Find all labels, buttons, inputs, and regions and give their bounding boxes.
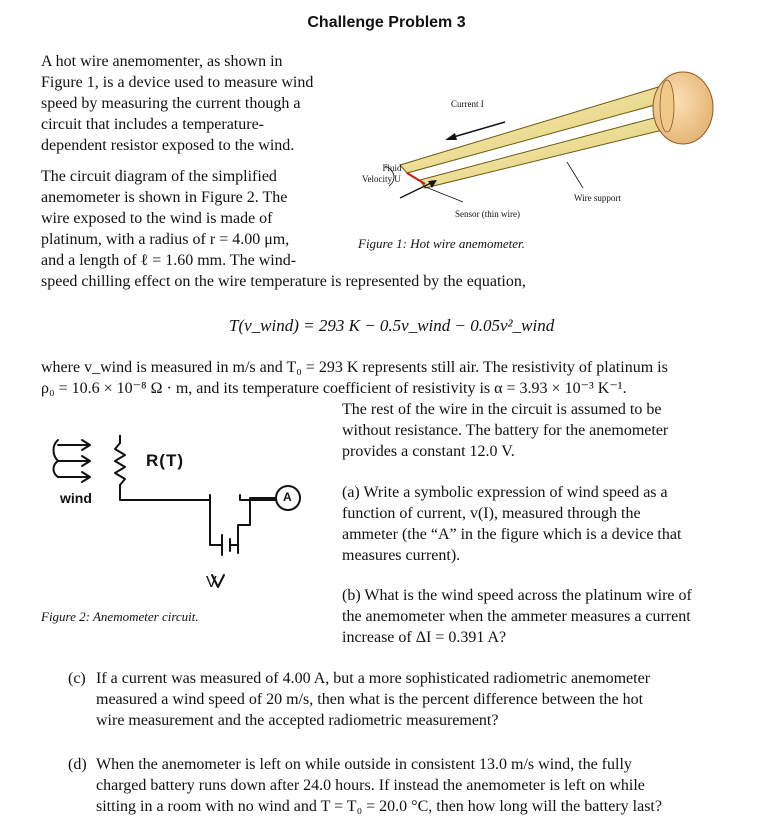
part-d: [68, 754, 758, 817]
circuit-line: wire exposed to the wind is made of: [41, 210, 273, 227]
part-c-line: wire measurement and the accepted radiometric measurement?: [96, 712, 499, 729]
wind-arrows: [54, 440, 91, 482]
figure2-caption: Figure 2: Anemometer circuit.: [41, 609, 199, 624]
where-line: where v_wind is measured in m/s and T₀ = 293 K represents still air. The resistivity of platinum is: [41, 359, 668, 376]
part-c: [68, 668, 758, 731]
wind-label: wind: [60, 490, 92, 506]
current-label: Current I: [451, 99, 484, 109]
hot-wire-anemometer-figure: [345, 70, 725, 230]
part-c-label: (c): [68, 670, 86, 687]
circuit-line: platinum, with a radius of r = 4.00 μm,: [41, 231, 290, 248]
sensor-label: Sensor (thin wire): [455, 209, 520, 219]
part-b-line: (b) What is the wind speed across the platinum wire of: [342, 587, 692, 604]
velocity-label: Velocity U: [362, 174, 401, 184]
circuit-line: The circuit diagram of the simplified: [41, 168, 277, 185]
part-d-line: charged battery runs down after 24.0 hours. If instead the anemometer is left on while: [96, 777, 645, 794]
intro-line: A hot wire anemomenter, as shown in: [41, 53, 283, 70]
intro-paragraph: [41, 51, 351, 156]
resistor-label: R(T): [146, 451, 184, 470]
where-line: ρ₀ = 10.6 × 10⁻⁸ Ω · m, and its temperature coefficient of resistivity is α = 3.93 × 10⁻³ K⁻¹.: [41, 380, 627, 397]
battery: [218, 535, 238, 555]
rest-line: The rest of the wire in the circuit is assumed to be: [342, 401, 662, 418]
part-b-line: increase of ΔI = 0.391 A?: [342, 629, 507, 646]
resistor: [115, 443, 125, 485]
velocity-arrow: [400, 182, 433, 198]
ammeter-label: A: [283, 490, 292, 504]
part-c-line: measured a wind speed of 20 m/s, then what is the percent difference between the hot: [96, 691, 644, 708]
wind-chill-equation: T(v_wind) = 293 K − 0.5v_wind − 0.05v²_wind: [229, 316, 555, 335]
intro-line: dependent resistor exposed to the wind.: [41, 137, 295, 154]
part-c-line: If a current was measured of 4.00 A, but a more sophisticated radiometric anemometer: [96, 670, 651, 687]
rest-line: provides a constant 12.0 V.: [342, 443, 515, 460]
part-a-line: measures current).: [342, 547, 461, 564]
page-title: Challenge Problem 3: [307, 14, 466, 31]
fluid-label: Fluid: [382, 163, 402, 173]
circuit-wire: [120, 485, 218, 545]
intro-line: circuit that includes a temperature-: [41, 116, 265, 133]
intro-line: speed by measuring the current though a: [41, 95, 301, 112]
circuit-line: anemometer is shown in Figure 2. The: [41, 189, 288, 206]
wire-support-label: Wire support: [574, 193, 621, 203]
part-a-line: function of current, v(I), measured through the: [342, 505, 641, 522]
anemometer-circuit-figure: [40, 435, 340, 605]
circuit-line: and a length of ℓ = 1.60 mm. The wind-: [41, 252, 297, 269]
intro-line: Figure 1, is a device used to measure wind: [41, 74, 314, 91]
rest-paragraph: [342, 399, 762, 462]
circuit-line: speed chilling effect on the wire temperature is represented by the equation,: [41, 273, 526, 290]
part-a-line: (a) Write a symbolic expression of wind speed as a: [342, 484, 668, 501]
part-d-line: When the anemometer is left on while outside in consistent 13.0 m/s wind, the fully: [96, 756, 632, 773]
part-b-line: the anemometer when the ammeter measures a current: [342, 608, 691, 625]
part-d-label: (d): [68, 756, 87, 773]
part-b: [342, 585, 762, 648]
voltage-label: V: [206, 574, 217, 591]
part-a: [342, 482, 762, 566]
figure1-caption: Figure 1: Hot wire anemometer.: [358, 236, 525, 251]
part-d-line: sitting in a room with no wind and T = T₀ = 20.0 °C, then how long will the battery last?: [96, 798, 662, 815]
where-paragraph: [41, 357, 761, 399]
rest-line: without resistance. The battery for the anemometer: [342, 422, 669, 439]
part-a-line: ammeter (the “A” in the figure which is a device that: [342, 526, 682, 543]
